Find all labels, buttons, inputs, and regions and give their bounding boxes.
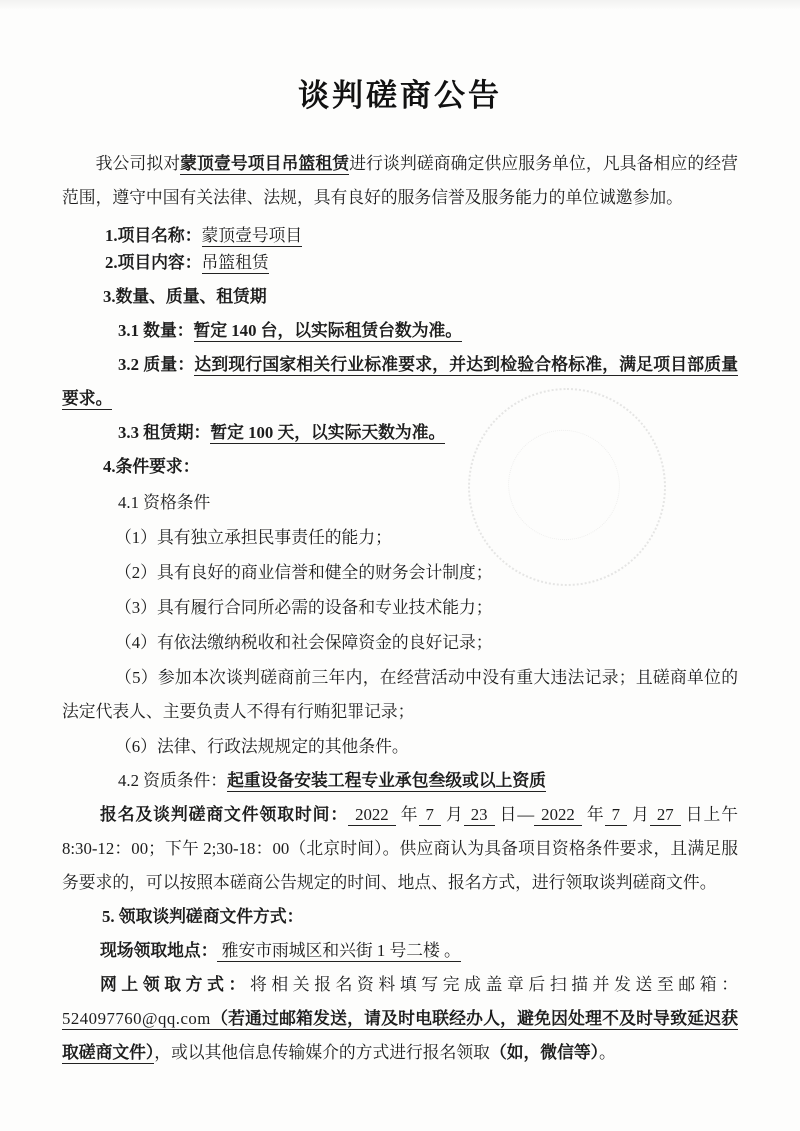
item-quantity xyxy=(118,314,738,348)
document-title: 谈判磋商公告 xyxy=(298,78,502,113)
qualification-item-2: （2）具有良好的商业信誉和健全的财务会计制度； xyxy=(115,563,493,582)
quality-value: 达到现行国家相关行业标准要求，并达到检验合格标准，满足项目部质量要求。 xyxy=(62,355,738,408)
email-caution-note: （若通过邮箱发送，请及时电联经办人，避免因处理不及时导致延迟获取磋商文件） xyxy=(62,1009,738,1062)
item-project-content xyxy=(105,249,738,276)
month-char-2: 月 xyxy=(626,805,650,824)
onsite-location-row xyxy=(100,934,738,968)
quantity-value: 暂定 140 台，以实际租赁台数为准。 xyxy=(193,321,463,340)
qualification-item-6: （6）法律、行政法规规定的其他条件。 xyxy=(115,737,409,756)
quality-label: 3.2 质量： xyxy=(118,355,195,374)
lease-label: 3.3 租赁期： xyxy=(118,423,211,442)
item-credential xyxy=(118,764,738,798)
qualification-item-1: （1）具有独立承担民事责任的能力； xyxy=(115,528,392,547)
time-tail-2: 00；下午 2;30-18：00（北京时间）。供应商认为具备项目资格条件要求，且满足服务要求的，可以按照本磋商公告规定的时间、地点、报名方式，进行领取谈判磋商文件。 xyxy=(62,839,738,892)
intro-project-name: 蒙顶壹号项目吊篮租赁 xyxy=(180,154,350,173)
section-4-heading: 4.条件要求： xyxy=(103,457,200,476)
online-method-label: 网上领取方式： xyxy=(100,975,250,994)
to-day: 27 xyxy=(650,805,681,826)
intro-pre: 我公司拟对 xyxy=(95,154,181,173)
item-quality xyxy=(62,348,738,416)
credential-value: 起重设备安装工程专业承包叁级或以上资质 xyxy=(227,771,546,790)
month-char: 月 xyxy=(440,805,464,824)
project-name-value: 蒙顶壹号项目 xyxy=(201,226,303,245)
intro-post: 进行谈判磋商确定供应服务单位，凡具备相应的经营范围，遵守中国有关法律、法规，具有良好的服务信誉及服务能力的单位诚邀参加。 xyxy=(62,154,738,207)
year-char: 年 xyxy=(395,805,419,824)
from-day: 23 xyxy=(464,805,495,826)
year-char-2: 年 xyxy=(581,805,605,824)
scan-edge-shadow xyxy=(0,0,800,10)
to-year: 2022 xyxy=(534,805,582,826)
from-year: 2022 xyxy=(348,805,396,826)
section-3-heading: 3.数量、质量、租赁期 xyxy=(103,287,267,306)
day-dash: 日— xyxy=(494,805,535,824)
intro-paragraph xyxy=(62,147,738,215)
lease-value: 暂定 100 天，以实际天数为准。 xyxy=(210,423,446,442)
credential-label: 4.2 资质条件： xyxy=(118,771,228,790)
time-tail-1: 日上午 8:30-12： xyxy=(62,805,738,858)
project-name-label: 1.项目名称： xyxy=(105,226,202,245)
item-project-name xyxy=(105,222,738,249)
online-method-mid: ，或以其他信息传输媒介的方式进行报名领取 xyxy=(154,1043,490,1062)
quantity-label: 3.1 数量： xyxy=(118,321,194,340)
onsite-location-label: 现场领取地点： xyxy=(100,941,218,960)
registration-time-label: 报名及谈判磋商文件领取时间： xyxy=(100,805,349,824)
to-month: 7 xyxy=(605,805,627,826)
section-5-heading: 5. 领取谈判磋商文件方式： xyxy=(102,907,304,926)
from-month: 7 xyxy=(419,805,441,826)
qualification-item-5: （5）参加本次谈判磋商前三年内，在经营活动中没有重大违法记录；且磋商单位的法定代表人、主要负责人不得有行贿犯罪记录； xyxy=(62,668,738,721)
online-method-end: 。 xyxy=(599,1043,616,1062)
section-4-1-heading: 4.1 资格条件 xyxy=(118,493,211,512)
registration-time-paragraph xyxy=(62,798,738,900)
online-method-paragraph xyxy=(62,968,738,1070)
qualification-item-4: （4）有依法缴纳税收和社会保障资金的良好记录； xyxy=(115,633,493,652)
project-content-label: 2.项目内容： xyxy=(105,253,202,272)
project-content-value: 吊篮租赁 xyxy=(201,253,269,272)
onsite-location-value: 雅安市雨城区和兴街 1 号二楼 。 xyxy=(217,941,461,960)
wechat-note: （如，微信等） xyxy=(489,1043,600,1062)
qualification-item-3: （3）具有履行合同所必需的设备和专业技术能力； xyxy=(115,598,493,617)
online-method-pre: 将相关报名资料填写完成盖章后扫描并发送至邮箱： xyxy=(249,975,738,994)
item-lease-term xyxy=(118,416,738,450)
email-address: 524097760@qq.com xyxy=(62,1009,211,1028)
